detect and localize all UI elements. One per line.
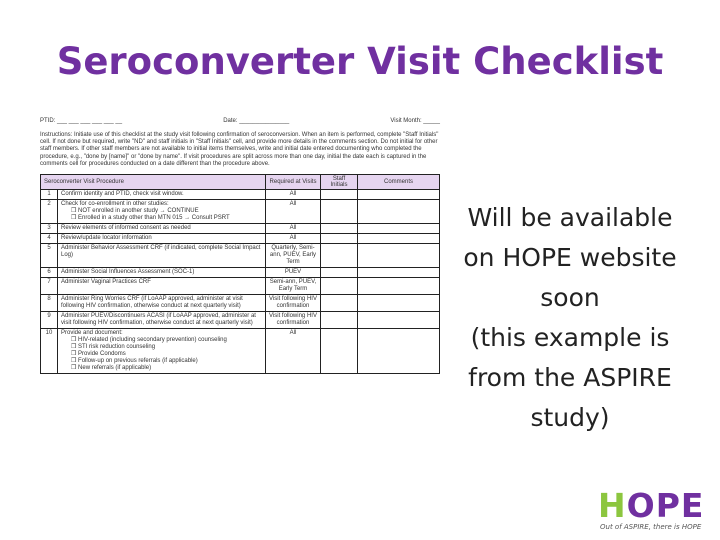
comments-cell xyxy=(358,234,440,244)
procedure-text: Review/update locator information xyxy=(61,235,152,242)
checkbox-item: ❒ New referrals (if applicable) xyxy=(71,365,152,372)
comments-cell xyxy=(358,200,440,224)
comments-cell xyxy=(358,312,440,329)
procedure-cell xyxy=(58,200,266,224)
row-number: 8 xyxy=(41,295,58,312)
checklist-document xyxy=(40,118,440,513)
initials-cell xyxy=(321,200,358,224)
hope-logo-word xyxy=(598,486,704,525)
required-cell: All xyxy=(266,200,321,224)
date-field: Date: _______________ xyxy=(223,118,290,124)
logo-letter-p: P xyxy=(655,486,681,525)
required-cell: All xyxy=(266,234,321,244)
hope-logo xyxy=(598,486,714,532)
row-number: 9 xyxy=(41,312,58,329)
comments-cell xyxy=(358,268,440,278)
instructions-text: Instructions: Initiate use of this checklist at the study visit following confirmation of seroconversion. When an item is performed, complete "Staff Initials" cell. If not done but required, write "ND" and staff initials in "Staff Initials" cell, and provide more details in the comments section. Do not initial for other staff members. If other staff members are not available to initial items themselves, write and initial date entered documenting who completed the procedure, e.g., "done by [name]" or "done by name". If visit procedures are split across more than one day, initial the date each is captured in the comments cell for procedures conducted on a date different than the procedure above. xyxy=(40,132,439,167)
row-number: 10 xyxy=(41,329,58,374)
ptid-field: PTID: ___ ___ ___ ___ ___ __ xyxy=(40,118,123,124)
row-number: 6 xyxy=(41,268,58,278)
row-number: 1 xyxy=(41,190,58,200)
initials-cell xyxy=(321,190,358,200)
document-header-row xyxy=(40,118,440,124)
comments-cell xyxy=(358,224,440,234)
required-cell: Quarterly, Semi-ann, PUEV, Early Term xyxy=(266,244,321,268)
comments-cell xyxy=(358,244,440,268)
availability-note xyxy=(440,198,700,438)
note-line: (this example is xyxy=(470,323,670,352)
procedure-text: Provide and document: xyxy=(61,330,123,337)
checkbox-item: ❒ Follow-up on previous referrals (if applicable) xyxy=(71,358,198,365)
note-line: from the ASPIRE xyxy=(468,363,672,392)
checkbox-item: ❒ Provide Condoms xyxy=(71,351,126,358)
note-line: study) xyxy=(530,403,610,432)
table-row xyxy=(41,278,440,295)
initials-cell xyxy=(321,234,358,244)
required-cell: Visit following HIV confirmation xyxy=(266,295,321,312)
table-row xyxy=(41,244,440,268)
procedure-cell xyxy=(58,295,266,312)
procedure-text: Administer Ring Worries CRF (if LoAAP approved, administer at visit following HIV confirmation, otherwise conduct at next quarterly visit) xyxy=(61,296,243,310)
table-row xyxy=(41,224,440,234)
table-row xyxy=(41,312,440,329)
table-row xyxy=(41,268,440,278)
initials-cell xyxy=(321,295,358,312)
comments-header: Comments xyxy=(358,175,440,190)
note-line: Will be available xyxy=(467,203,673,232)
visit-month-field: Visit Month: _____ xyxy=(390,118,440,124)
note-line: on HOPE website xyxy=(463,243,677,272)
checkbox-item: ❒ Enrolled in a study other than MTN 015 → Consult PSRT xyxy=(71,215,230,222)
required-cell: All xyxy=(266,329,321,374)
comments-cell xyxy=(358,295,440,312)
procedure-cell xyxy=(58,224,266,234)
required-cell: All xyxy=(266,190,321,200)
initials-cell xyxy=(321,224,358,234)
procedure-cell xyxy=(58,244,266,268)
procedure-cell xyxy=(58,278,266,295)
procedure-text: Review elements of informed consent as needed xyxy=(61,225,191,232)
comments-cell xyxy=(358,190,440,200)
table-row xyxy=(41,190,440,200)
initials-cell xyxy=(321,244,358,268)
procedure-text: Administer Behavior Assessment CRF (if indicated, complete Social Impact Log) xyxy=(61,245,261,259)
table-row xyxy=(41,295,440,312)
logo-letter-o: O xyxy=(626,486,656,525)
initials-cell xyxy=(321,329,358,374)
procedure-cell xyxy=(58,312,266,329)
procedure-text: Administer Vaginal Practices CRF xyxy=(61,279,151,286)
row-number: 2 xyxy=(41,200,58,224)
comments-cell xyxy=(358,278,440,295)
initials-header: Staff Initials xyxy=(321,175,358,190)
row-number: 3 xyxy=(41,224,58,234)
procedure-text: Confirm identity and PTID, check visit window. xyxy=(61,191,184,198)
table-row xyxy=(41,234,440,244)
checklist-table xyxy=(40,174,440,374)
required-cell: Semi-ann, PUEV, Early Term xyxy=(266,278,321,295)
required-cell: PUEV xyxy=(266,268,321,278)
comments-cell xyxy=(358,329,440,374)
table-row xyxy=(41,200,440,224)
row-number: 4 xyxy=(41,234,58,244)
row-number: 5 xyxy=(41,244,58,268)
required-cell: Visit following HIV confirmation xyxy=(266,312,321,329)
initials-cell xyxy=(321,278,358,295)
logo-tagline: Out of ASPIRE, there is HOPE xyxy=(600,523,702,531)
procedure-cell xyxy=(58,268,266,278)
logo-letter-h: H xyxy=(598,486,627,525)
note-line: soon xyxy=(540,283,600,312)
required-header: Required at Visits xyxy=(266,175,321,190)
checkbox-item: ❒ STI risk reduction counseling xyxy=(71,344,156,351)
page-title: Seroconverter Visit Checklist xyxy=(56,40,664,83)
procedure-text: Administer Social Influences Assessment (SOC-1) xyxy=(61,269,195,276)
procedure-cell xyxy=(58,234,266,244)
logo-letter-e: E xyxy=(680,486,705,525)
row-number: 7 xyxy=(41,278,58,295)
table-row xyxy=(41,329,440,374)
procedure-text: Check for co-enrollment in other studies: xyxy=(61,201,169,208)
initials-cell xyxy=(321,268,358,278)
procedure-cell xyxy=(58,329,266,374)
initials-cell xyxy=(321,312,358,329)
checkbox-item: ❒ NOT enrolled in another study → CONTINUE xyxy=(71,208,199,215)
procedure-cell xyxy=(58,190,266,200)
checkbox-item: ❒ HIV-related (including secondary prevention) counseling xyxy=(71,337,227,344)
procedure-header: Seroconverter Visit Procedure xyxy=(41,175,266,190)
required-cell: All xyxy=(266,224,321,234)
procedure-text: Administer PUEV/Discontinuers ACASI (if LoAAP approved, administer at visit following HIV confirmation, otherwise conduct at next quarterly visit) xyxy=(61,313,256,327)
